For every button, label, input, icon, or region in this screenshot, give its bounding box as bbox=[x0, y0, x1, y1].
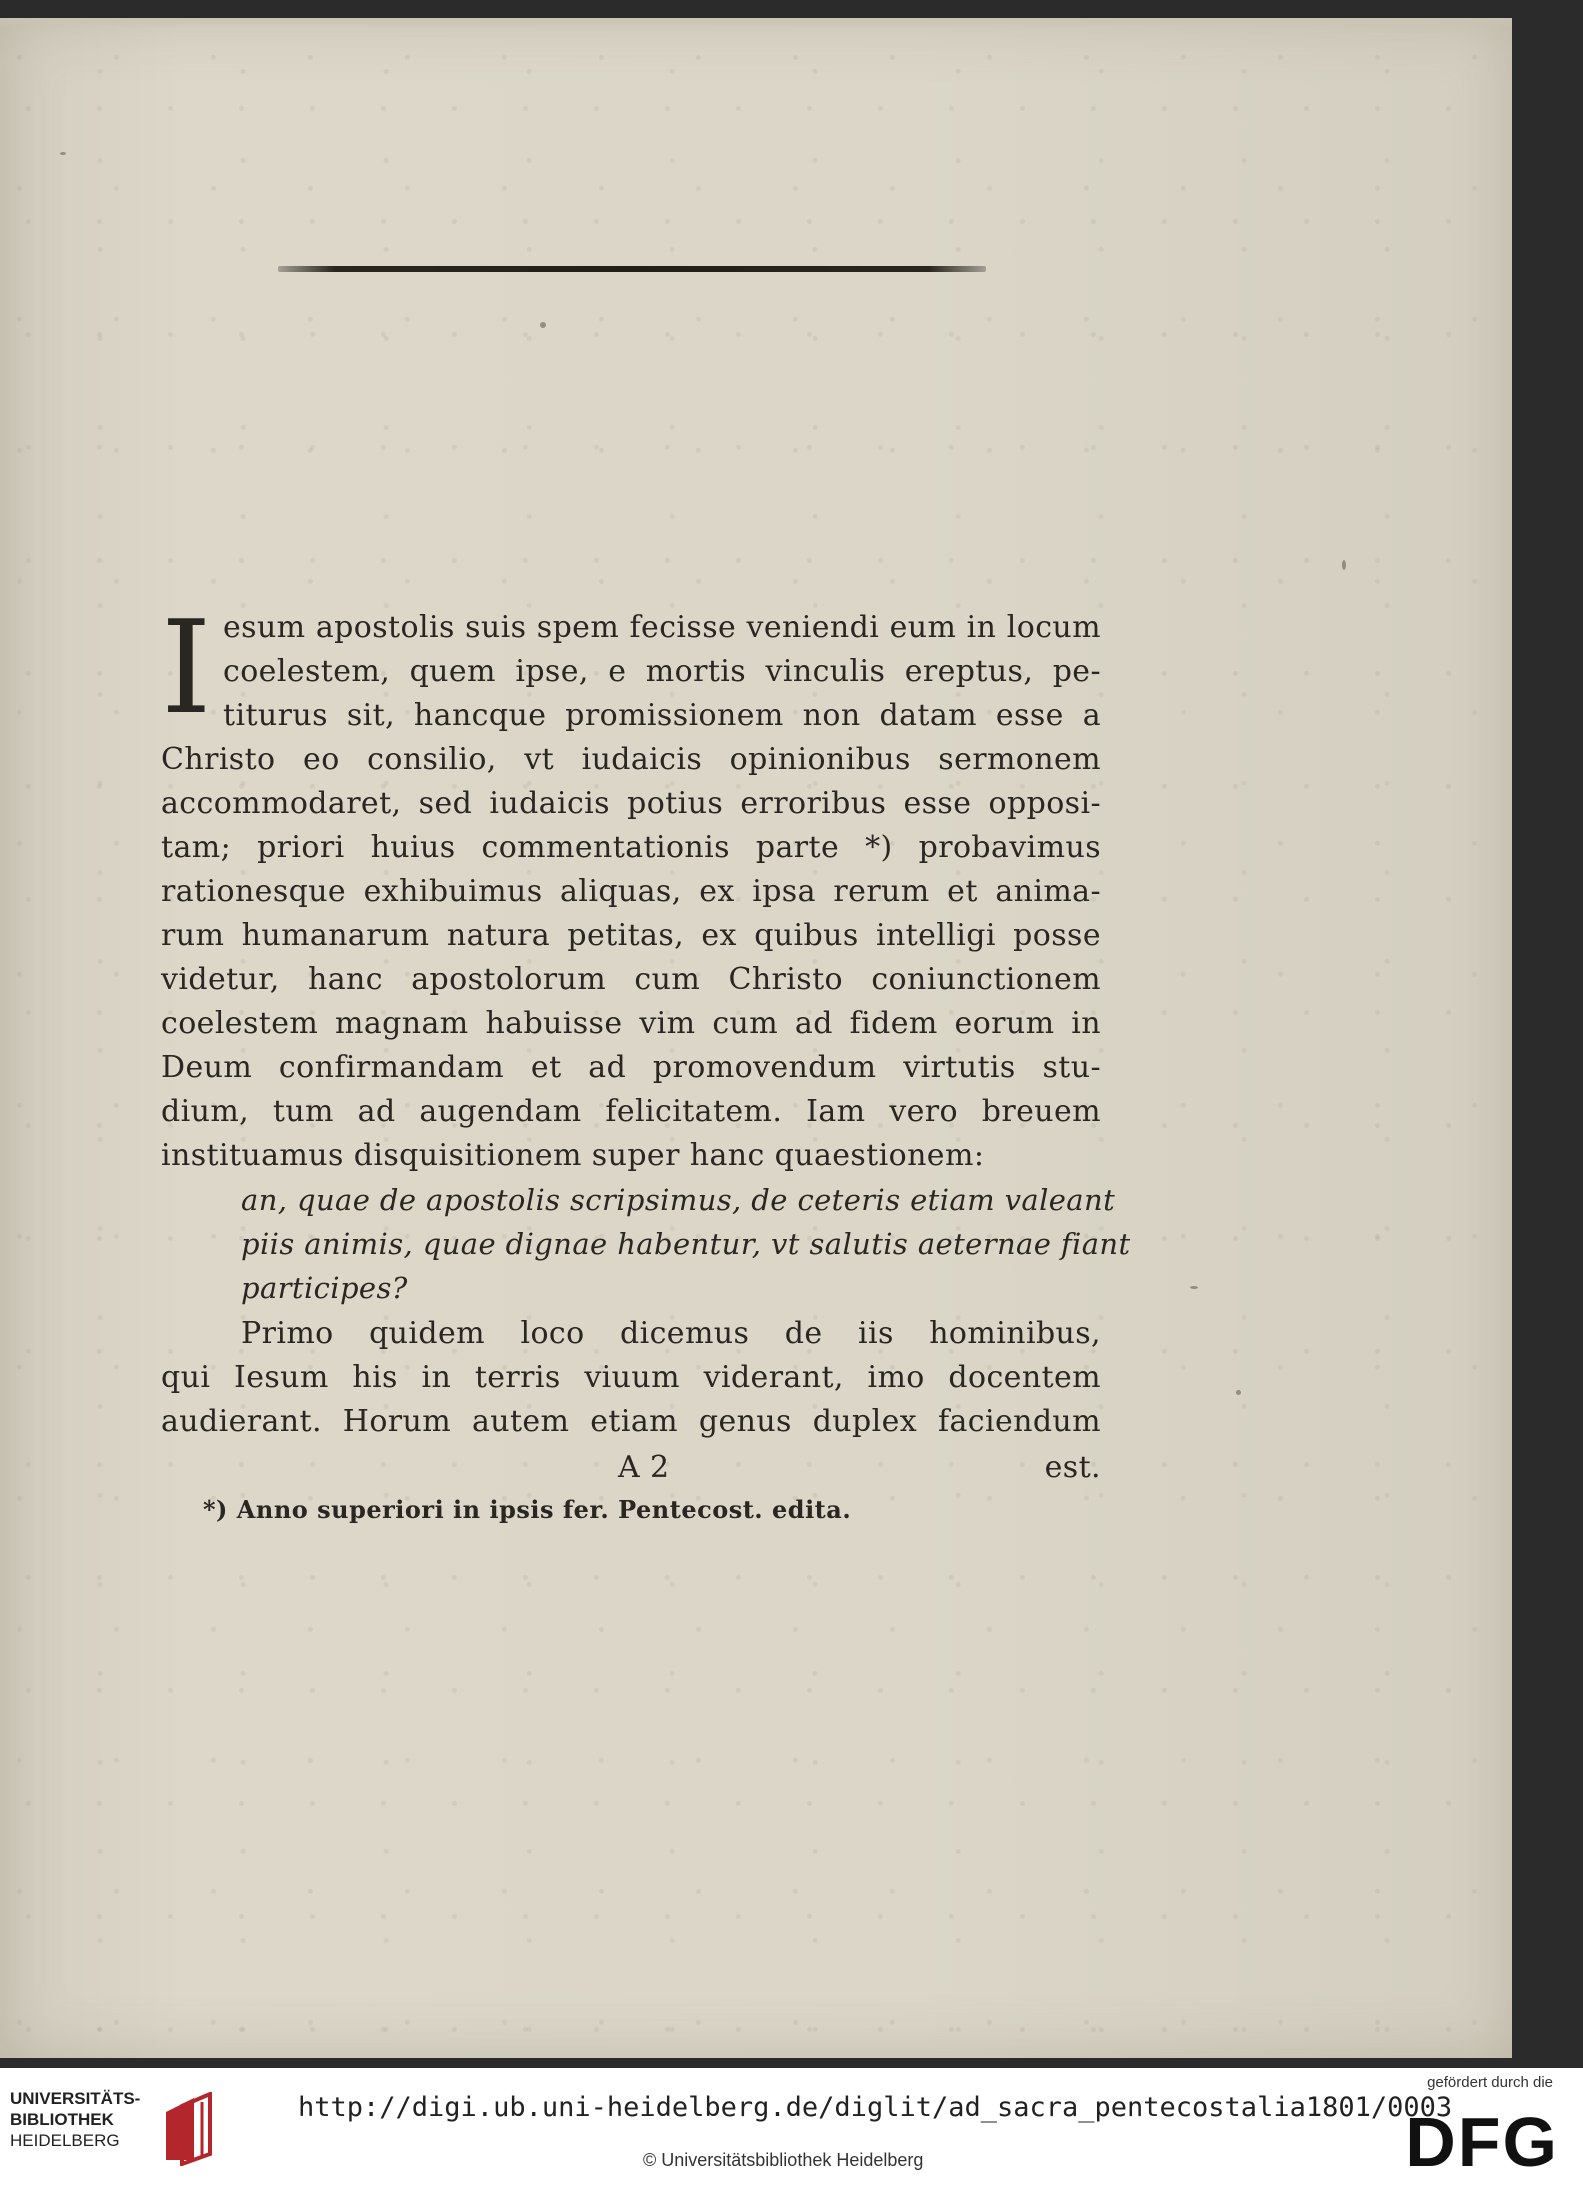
question-line: an, quae de apostolis scripsimus, de ceteris etiam valeant bbox=[241, 1183, 1116, 1217]
text-line: accommodaret, sed iudaicis potius erroribus esse opposi- bbox=[161, 786, 1101, 821]
signature-line bbox=[161, 1446, 1101, 1490]
text-line: qui Iesum his in terris viuum viderant, imo docentem bbox=[161, 1360, 1101, 1395]
paper-speck bbox=[540, 322, 546, 328]
text-line: coelestem, quem ipse, e mortis vinculis ereptus, pe- bbox=[223, 654, 1101, 689]
text-line: esum apostolis suis spem fecisse veniendi eum in locum bbox=[223, 610, 1101, 645]
text-line: audierant. Horum autem etiam genus duplex faciendum bbox=[161, 1404, 1101, 1439]
text-line: tam; priori huius commentationis parte *) probavimus bbox=[161, 830, 1101, 865]
question-line: participes? bbox=[241, 1271, 408, 1305]
text-line: videtur, hanc apostolorum cum Christo coniunctionem bbox=[161, 962, 1101, 997]
dfg-logo: DFG bbox=[1405, 2103, 1559, 2181]
catchword: est. bbox=[1044, 1450, 1101, 1485]
library-name-line3: HEIDELBERG bbox=[10, 2131, 120, 2150]
copyright-notice: © Universitätsbibliothek Heidelberg bbox=[643, 2150, 924, 2170]
text-line: dium, tum ad augendam felicitatem. Iam vero breuem bbox=[161, 1094, 1101, 1129]
library-logo-icon bbox=[160, 2092, 216, 2166]
header-rule bbox=[278, 266, 986, 272]
paper-speck bbox=[60, 152, 66, 155]
text-line: Primo quidem loco dicemus de iis hominibus, bbox=[241, 1316, 1101, 1351]
text-line: rum humanarum natura petitas, ex quibus intelligi posse bbox=[161, 918, 1101, 953]
paper-top-edge bbox=[0, 18, 1512, 28]
text-line: instituamus disquisitionem super hanc quaestionem: bbox=[161, 1138, 985, 1173]
text-line: Christo eo consilio, vt iudaicis opinionibus sermonem bbox=[161, 742, 1101, 777]
text-line: titurus sit, hancque promissionem non datam esse a bbox=[223, 698, 1101, 733]
source-url[interactable]: http://digi.ub.uni-heidelberg.de/diglit/ad_sacra_pentecostalia1801/0003 bbox=[298, 2092, 1453, 2123]
text-line: rationesque exhibuimus aliquas, ex ipsa rerum et anima- bbox=[161, 874, 1101, 909]
paper-speck bbox=[1342, 560, 1346, 570]
paper-speck bbox=[1190, 1286, 1198, 1289]
footnote: *) Anno superiori in ipsis fer. Pentecost. edita. bbox=[203, 1495, 852, 1524]
text-line: Deum confirmandam et ad promovendum virtutis stu- bbox=[161, 1050, 1101, 1085]
text-line: coelestem magnam habuisse vim cum ad fidem eorum in bbox=[161, 1006, 1101, 1041]
signature-mark: A 2 bbox=[618, 1450, 670, 1485]
library-name bbox=[10, 2088, 145, 2151]
funded-by-label: gefördert durch die bbox=[1427, 2074, 1553, 2091]
question-line: piis animis, quae dignae habentur, vt salutis aeternae fiant bbox=[241, 1227, 1131, 1261]
drop-cap: I bbox=[161, 594, 212, 743]
library-name-line2: BIBLIOTHEK bbox=[10, 2110, 114, 2129]
footer-banner bbox=[0, 2068, 1583, 2193]
library-name-line1: UNIVERSITÄTS- bbox=[10, 2089, 141, 2108]
paper-speck bbox=[1236, 1390, 1241, 1395]
